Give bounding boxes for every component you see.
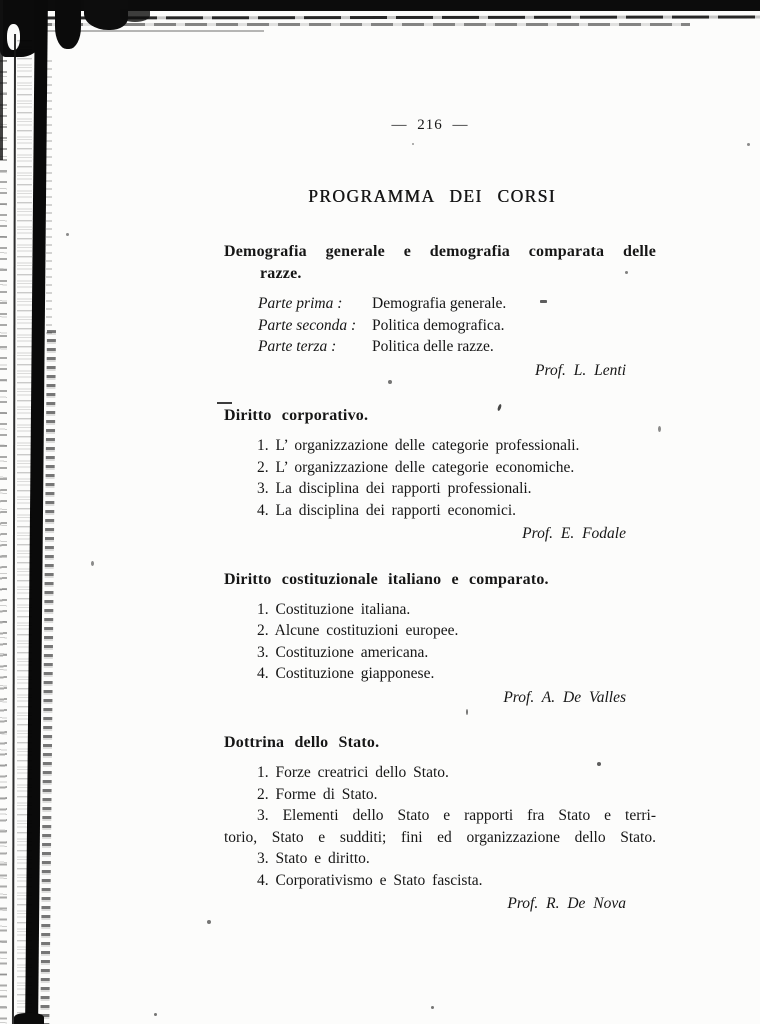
noise-speck — [207, 920, 211, 924]
course-item: 4. Corporativismo e Stato fascista. — [257, 871, 483, 889]
noise-speck — [154, 1013, 157, 1016]
section-heading — [224, 405, 656, 427]
noise-speck — [91, 561, 94, 566]
course-item: 1. Costituzione italiana. — [257, 600, 411, 618]
part-text: Politica demografica. — [372, 316, 505, 334]
course-item: 1. L’ organizzazione delle categorie professionali. — [257, 437, 580, 454]
part-label: Parte seconda : — [258, 316, 357, 334]
scan-edge-noise — [0, 60, 7, 1024]
part-label: Parte prima : — [258, 295, 343, 312]
page-content — [224, 0, 656, 915]
course-item: 3. La disciplina dei rapporti professionali. — [257, 480, 532, 497]
course-item — [224, 805, 656, 848]
course-items — [224, 599, 656, 685]
course-item: 3. Stato e diritto. — [257, 850, 370, 867]
course-item: 2. Alcune costituzioni europee. — [257, 622, 459, 639]
scan-corner-blob — [120, 9, 150, 22]
section-heading — [224, 569, 656, 591]
course-item-line: torio, Stato e sudditi; fini ed organizzazione dello Stato. — [224, 828, 656, 846]
page-number: — 216 — — [391, 117, 469, 133]
course-section — [224, 241, 656, 381]
part-row — [258, 293, 656, 315]
course-parts — [224, 293, 656, 358]
scan-gutter-speckle — [46, 60, 52, 340]
course-items — [224, 762, 656, 891]
scan-edge-line — [0, 0, 3, 160]
course-item: 4. La disciplina dei rapporti economici. — [257, 501, 517, 519]
noise-speck — [431, 1006, 434, 1009]
course-item: 3. Costituzione americana. — [257, 643, 429, 661]
noise-speck — [747, 143, 750, 146]
part-text: Politica delle razze. — [372, 338, 494, 355]
course-section — [224, 732, 656, 915]
section-heading — [224, 241, 656, 285]
course-items — [224, 435, 656, 521]
course-section — [224, 405, 656, 545]
course-item: 2. Forme di Stato. — [257, 785, 378, 803]
noise-speck — [658, 426, 661, 432]
course-item: 1. Forze creatrici dello Stato. — [257, 764, 449, 781]
section-heading-line: Dottrina dello Stato. — [224, 734, 380, 751]
part-label: Parte terza : — [258, 338, 337, 355]
page-title: PROGRAMMA DEI CORSI — [308, 186, 556, 206]
course-sections — [224, 241, 656, 915]
course-item: 4. Costituzione giapponese. — [257, 665, 435, 682]
noise-speck — [66, 233, 69, 236]
section-heading-line: Diritto costituzionale italiano e comparato. — [224, 570, 549, 588]
part-row — [258, 336, 656, 358]
section-heading-line: razze. — [260, 265, 302, 282]
scan-gutter-line — [12, 34, 16, 1024]
course-item: 2. L’ organizzazione delle categorie economiche. — [257, 458, 575, 476]
part-row — [258, 315, 656, 337]
professor-name: Prof. A. De Valles — [503, 688, 626, 706]
section-heading-line: Demografia generale e demografia comparata delle — [224, 243, 656, 260]
professor-name: Prof. E. Fodale — [522, 525, 626, 542]
scan-corner-blob — [55, 0, 81, 49]
part-text: Demografia generale. — [372, 295, 507, 312]
section-heading-line: Diritto corporativo. — [224, 407, 369, 424]
professor-name: Prof. L. Lenti — [535, 361, 626, 379]
course-item-line: 3. Elementi dello Stato e rapporti fra Stato e terri- — [257, 807, 656, 824]
professor-name: Prof. R. De Nova — [507, 895, 626, 912]
course-section — [224, 569, 656, 709]
scan-bottom-blob — [14, 1013, 44, 1024]
scan-gutter-haze — [17, 40, 32, 1024]
section-heading — [224, 732, 656, 754]
